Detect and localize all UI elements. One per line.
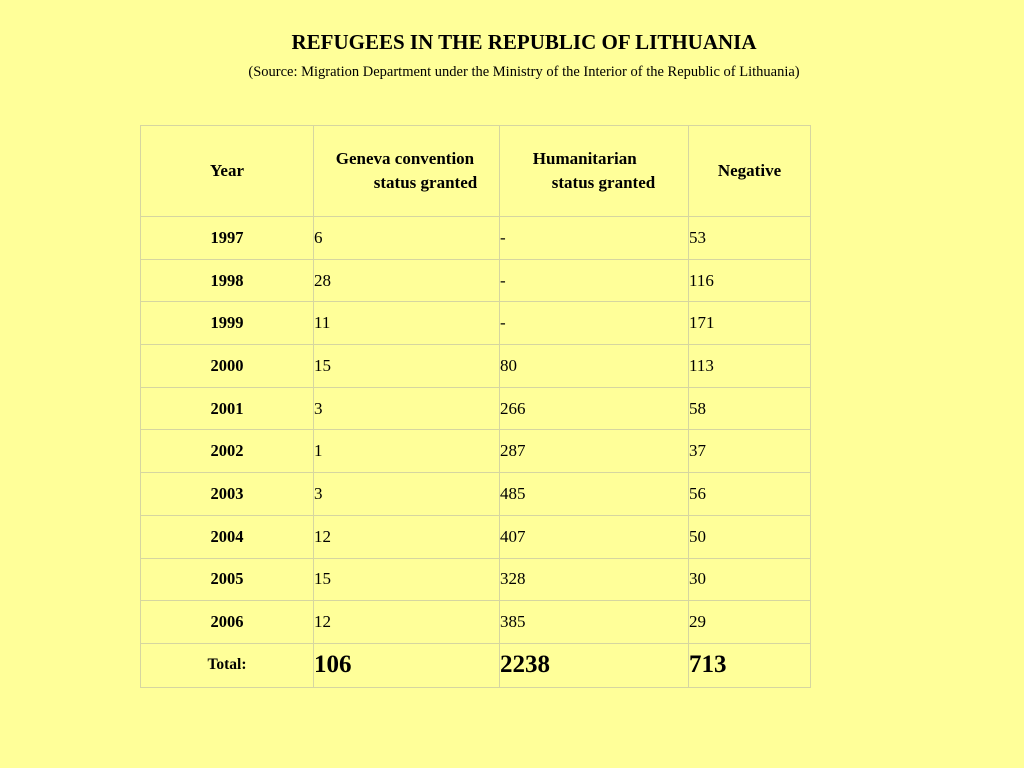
header-geneva-line2: status granted — [373, 173, 478, 192]
humanitarian-cell: 328 — [500, 558, 689, 601]
geneva-cell: 3 — [314, 387, 500, 430]
humanitarian-cell: - — [500, 302, 689, 345]
humanitarian-cell: 485 — [500, 473, 689, 516]
table-header-row — [141, 126, 811, 217]
header-geneva-line1: Geneva convention — [335, 149, 475, 168]
geneva-cell: 12 — [314, 601, 500, 644]
table-row — [141, 515, 811, 558]
header-negative-label: Negative — [717, 161, 782, 180]
table-row — [141, 217, 811, 260]
negative-cell: 56 — [689, 473, 811, 516]
year-cell: 1999 — [141, 302, 314, 345]
negative-cell: 171 — [689, 302, 811, 345]
geneva-cell: 15 — [314, 558, 500, 601]
negative-cell: 58 — [689, 387, 811, 430]
humanitarian-cell: - — [500, 259, 689, 302]
negative-cell: 53 — [689, 217, 811, 260]
negative-cell: 37 — [689, 430, 811, 473]
geneva-cell: 11 — [314, 302, 500, 345]
year-cell: 2004 — [141, 515, 314, 558]
negative-cell: 113 — [689, 345, 811, 388]
geneva-cell: 12 — [314, 515, 500, 558]
refugees-table — [140, 125, 811, 688]
humanitarian-cell: 407 — [500, 515, 689, 558]
geneva-cell: 28 — [314, 259, 500, 302]
geneva-cell: 1 — [314, 430, 500, 473]
humanitarian-cell: 80 — [500, 345, 689, 388]
humanitarian-cell: 385 — [500, 601, 689, 644]
table-row — [141, 430, 811, 473]
header-year-label: Year — [210, 161, 244, 180]
negative-cell: 30 — [689, 558, 811, 601]
humanitarian-cell: - — [500, 217, 689, 260]
geneva-cell: 15 — [314, 345, 500, 388]
header-geneva — [314, 126, 500, 217]
table-row — [141, 387, 811, 430]
header-negative — [689, 126, 811, 217]
header-humanitarian-line2: status granted — [551, 173, 656, 192]
total-row — [141, 643, 811, 687]
year-cell: 2003 — [141, 473, 314, 516]
year-cell: 2000 — [141, 345, 314, 388]
table-row — [141, 259, 811, 302]
table-row — [141, 601, 811, 644]
total-label: Total: — [141, 643, 314, 687]
year-cell: 1997 — [141, 217, 314, 260]
year-cell: 2005 — [141, 558, 314, 601]
negative-cell: 50 — [689, 515, 811, 558]
geneva-cell: 3 — [314, 473, 500, 516]
year-cell: 2001 — [141, 387, 314, 430]
negative-cell: 116 — [689, 259, 811, 302]
table-row — [141, 558, 811, 601]
humanitarian-cell: 287 — [500, 430, 689, 473]
negative-cell: 29 — [689, 601, 811, 644]
geneva-cell: 6 — [314, 217, 500, 260]
header-humanitarian-line1: Humanitarian — [532, 149, 637, 168]
header-year — [141, 126, 314, 217]
page-title: REFUGEES IN THE REPUBLIC OF LITHUANIA — [291, 30, 757, 54]
humanitarian-cell: 266 — [500, 387, 689, 430]
year-cell: 1998 — [141, 259, 314, 302]
table-row — [141, 345, 811, 388]
year-cell: 2002 — [141, 430, 314, 473]
total-negative: 713 — [689, 643, 811, 687]
table-row — [141, 302, 811, 345]
total-humanitarian: 2238 — [500, 643, 689, 687]
total-geneva: 106 — [314, 643, 500, 687]
year-cell: 2006 — [141, 601, 314, 644]
header-humanitarian — [500, 126, 689, 217]
page-subtitle: (Source: Migration Department under the Ministry of the Interior of the Republic of Lithuania) — [248, 64, 800, 80]
table-row — [141, 473, 811, 516]
